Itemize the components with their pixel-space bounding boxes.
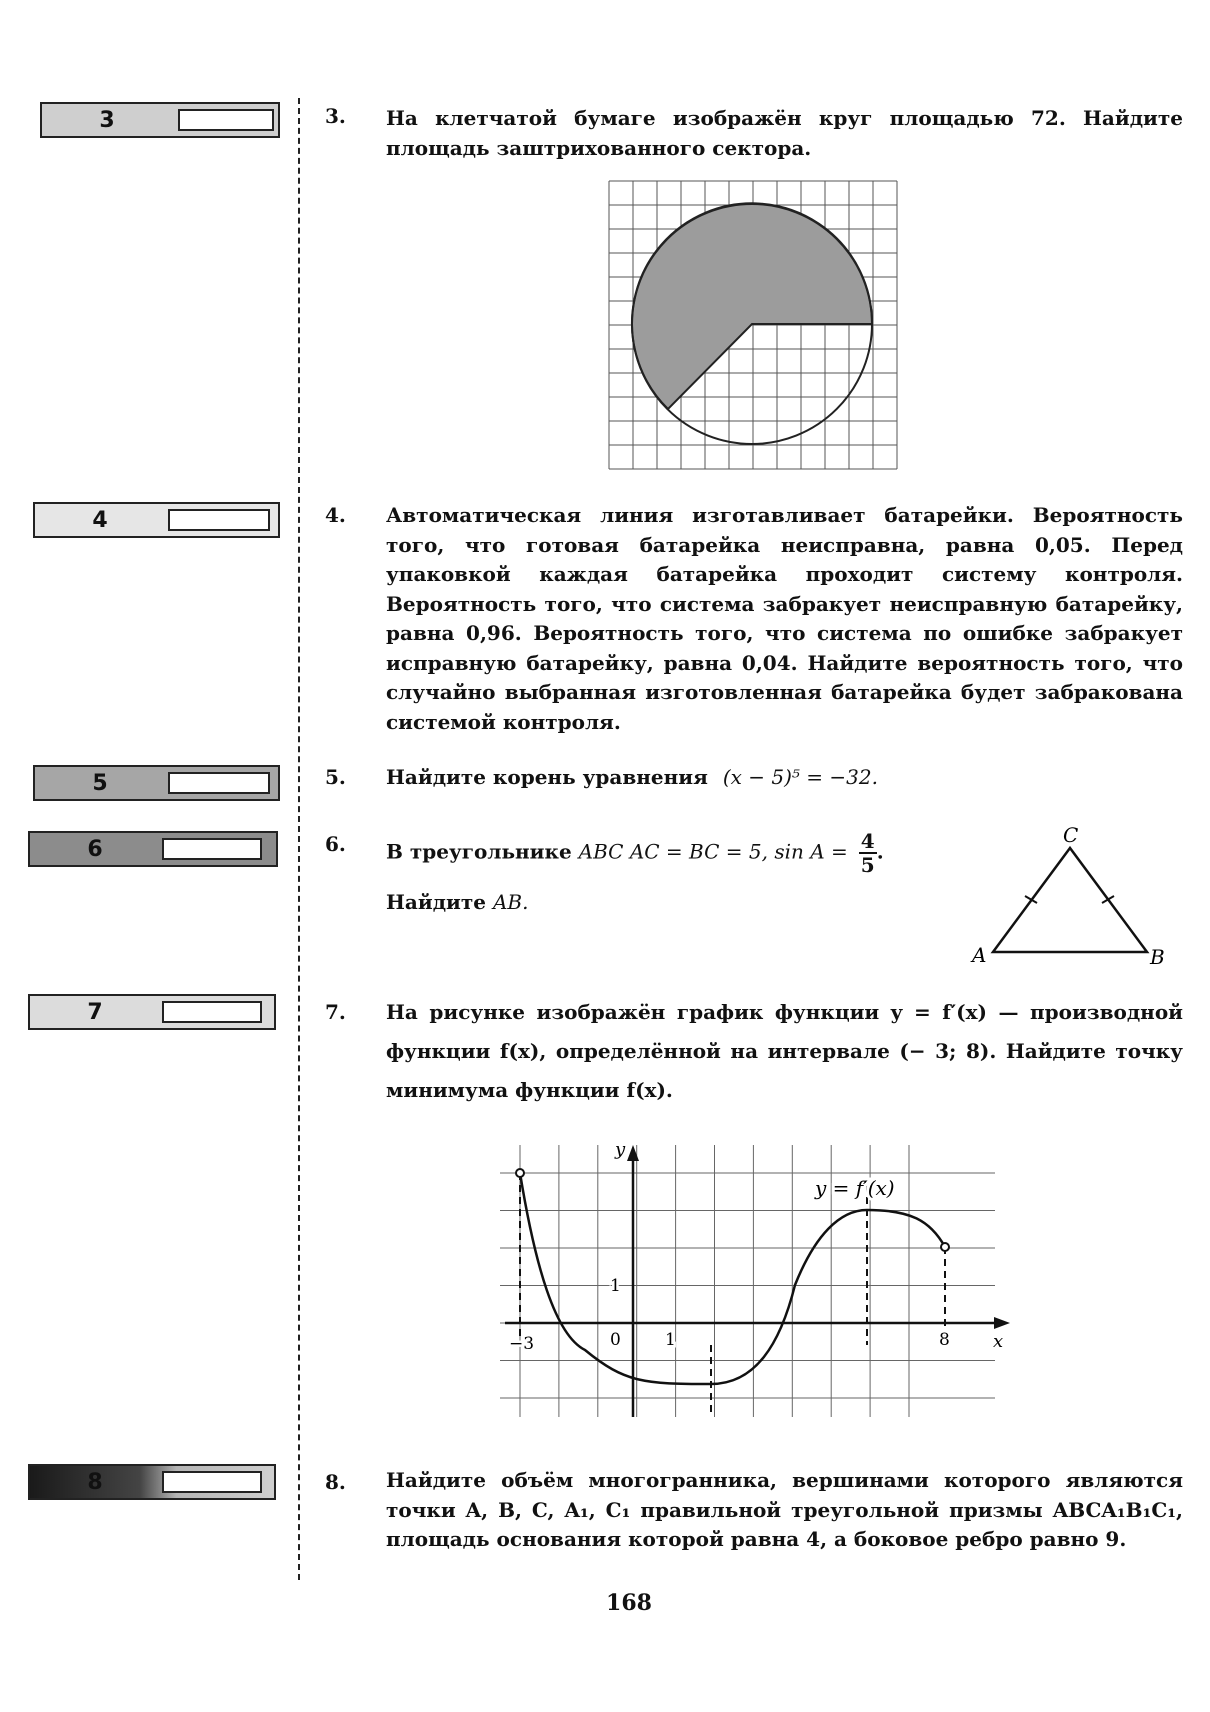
- vertex-label-a: A: [972, 943, 987, 967]
- answer-tag-number: 7: [87, 999, 103, 1025]
- tick-label-eight: 8: [939, 1330, 950, 1350]
- question-5-equation: (x − 5)⁵ = −32.: [722, 765, 878, 789]
- answer-tag-number: 8: [87, 1469, 103, 1495]
- answer-tag-7: [28, 994, 276, 1030]
- circle-grid-figure: [608, 180, 904, 474]
- fraction-denominator: 5: [860, 853, 875, 877]
- derivative-curve: [520, 1173, 945, 1384]
- question-number-6: 6.: [325, 832, 346, 856]
- question-7-body: На рисунке изображён график функции y = f′(x) — производной функции f(x), определённой на интервале (− 3; 8). Найдите точку минимума функции f(x).: [386, 1000, 1183, 1102]
- question-text-7: [386, 993, 1183, 1110]
- question-6-body: В треугольнике: [386, 839, 572, 864]
- derivative-graph: [495, 1135, 1020, 1425]
- question-number-5: 5.: [325, 765, 346, 789]
- answer-input[interactable]: [162, 838, 262, 860]
- fraction-numerator: 4: [860, 829, 875, 853]
- fraction: [859, 830, 877, 876]
- cut-line: [298, 98, 300, 1580]
- question-3-body: На клетчатой бумаге изображён круг площадью 72. Найдите площадь заштрихованного сектора.: [386, 106, 1183, 160]
- tick-label-zero: 0: [610, 1330, 621, 1350]
- question-8-body: Найдите объём многогранника, вершинами которого являются точки A, B, C, A₁, C₁ правильной треугольной призмы ABCA₁B₁C₁, площадь основания которой равна 4, а боковое ребро равно 9.: [386, 1468, 1183, 1551]
- page-number: 168: [606, 1590, 652, 1616]
- answer-input[interactable]: [162, 1471, 262, 1493]
- tick-label-one-y: 1: [610, 1276, 621, 1296]
- guide-lines: [520, 1173, 945, 1413]
- answer-tag-6: [28, 831, 278, 867]
- question-4-body: Автоматическая линия изготавливает батарейки. Вероятность того, что готовая батарейка неисправна, равна 0,05. Перед упаковкой каждая батарейка проходит систему контроля. Вероятность того, что система забракует неисправную батарейку, равна 0,96. Вероятность того, что система по ошибке забракует исправную батарейку, равна 0,04. Найдите вероятность того, что случайно выбранная изготовленная батарейка будет забракована системой контроля.: [386, 503, 1183, 734]
- y-axis-arrow: [627, 1145, 639, 1161]
- answer-tag-number: 6: [87, 836, 103, 862]
- open-endpoint: [516, 1169, 524, 1177]
- question-text-6: В треугольнике ABC AC = BC = 5, sin A = $\frac{4}{5}$ . Найдите AB.: [386, 829, 884, 914]
- x-axis-label: x: [993, 1331, 1004, 1352]
- question-number-7: 7.: [325, 1000, 346, 1024]
- question-5-body: Найдите корень уравнения: [386, 765, 708, 789]
- question-text-8: [386, 1466, 1183, 1555]
- question-text-5: [386, 763, 1183, 793]
- question-6-math: ABC AC = BC = 5, sin A =: [578, 839, 848, 864]
- answer-tag-number: 5: [92, 770, 108, 796]
- question-6-line2: Найдите: [386, 890, 486, 914]
- tick-label-neg3: −3: [509, 1334, 535, 1354]
- answer-tag-3: [40, 102, 280, 138]
- tick-mark: [1102, 896, 1114, 903]
- shaded-sector: [632, 203, 872, 409]
- answer-tag-number: 3: [99, 107, 115, 133]
- x-axis-arrow: [994, 1317, 1010, 1329]
- question-6-line2-math: AB.: [492, 890, 529, 914]
- question-text-3: [386, 104, 1183, 163]
- answer-tag-4: [33, 502, 280, 538]
- vertex-label-b: B: [1150, 945, 1165, 969]
- open-endpoint: [941, 1243, 949, 1251]
- y-axis-label: y: [615, 1139, 626, 1160]
- grid: [495, 1145, 995, 1417]
- vertex-label-c: C: [1063, 826, 1079, 847]
- answer-tag-number: 4: [92, 507, 108, 533]
- question-number-3: 3.: [325, 104, 346, 128]
- triangle-figure: [968, 826, 1168, 970]
- tick-label-one-x: 1: [665, 1330, 676, 1350]
- answer-tag-5: [33, 765, 280, 801]
- answer-input[interactable]: [178, 109, 274, 131]
- function-label: y = f′(x): [815, 1176, 895, 1200]
- triangle: [993, 848, 1147, 952]
- question-text-4: [386, 501, 1183, 737]
- answer-tag-8: [28, 1464, 276, 1500]
- answer-input[interactable]: [168, 772, 270, 794]
- question-number-8: 8.: [325, 1470, 346, 1494]
- answer-input[interactable]: [168, 509, 270, 531]
- question-number-4: 4.: [325, 503, 346, 527]
- answer-input[interactable]: [162, 1001, 262, 1023]
